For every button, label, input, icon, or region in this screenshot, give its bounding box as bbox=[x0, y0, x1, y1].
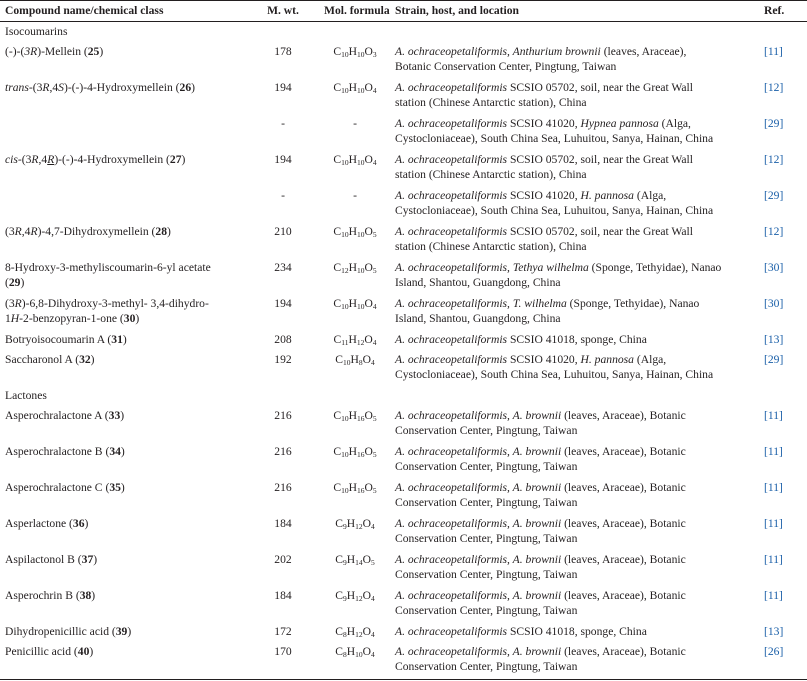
strain-host-location: A. ochraceopetaliformis SCSIO 05702, soil, near the Great Wall station (Chinese Antarctic station), China bbox=[395, 153, 693, 181]
compound-name: cis-(3R,4R)-(-)-4-Hydroxymellein (27) bbox=[5, 153, 186, 166]
molecular-formula: $C_{10}H_{10}O_3$ bbox=[333, 45, 377, 59]
reference-link[interactable]: [30] bbox=[764, 261, 784, 274]
header-reference: Ref. bbox=[764, 4, 785, 17]
compound-name: Asperlactone (36) bbox=[5, 517, 89, 530]
molecular-weight: 170 bbox=[274, 645, 292, 658]
molecular-weight: 172 bbox=[274, 625, 292, 638]
strain-host-location: A. ochraceopetaliformis SCSIO 41018, sponge, China bbox=[395, 333, 647, 346]
compound-name: Asperochralactone C (35) bbox=[5, 481, 125, 494]
compound-name: Asperochrin B (38) bbox=[5, 589, 96, 602]
reference-link[interactable]: [29] bbox=[764, 117, 784, 130]
molecular-formula: $C_8H_{10}O_4$ bbox=[335, 645, 375, 659]
reference-link[interactable]: [13] bbox=[764, 333, 784, 346]
compound-name: Saccharonol A (32) bbox=[5, 353, 95, 366]
molecular-formula: $C_9H_{14}O_5$ bbox=[335, 553, 375, 567]
reference-link[interactable]: [11] bbox=[764, 45, 783, 58]
strain-host-location: A. ochraceopetaliformis, T. wilhelma (Sponge, Tethyidae), Nanao Island, Shantou, Guangdong, China bbox=[395, 297, 700, 325]
reference-link[interactable]: [11] bbox=[764, 517, 783, 530]
compound-name: Botryoisocoumarin A (31) bbox=[5, 333, 127, 346]
molecular-formula: $C_9H_{12}O_4$ bbox=[335, 517, 375, 531]
strain-host-location: A. ochraceopetaliformis, Tethya wilhelma (Sponge, Tethyidae), Nanao Island, Shantou, Guangdong, China bbox=[395, 261, 722, 289]
strain-host-location: A. ochraceopetaliformis SCSIO 41018, sponge, China bbox=[395, 625, 647, 638]
compound-name: (3R)-6,8-Dihydroxy-3-methyl- 3,4-dihydro- 1H-2-benzopyran-1-one (30) bbox=[5, 297, 209, 325]
compound-name: (-)-(3R)-Mellein (25) bbox=[5, 45, 104, 58]
molecular-formula: $C_{11}H_{12}O_4$ bbox=[333, 333, 377, 347]
strain-host-location: A. ochraceopetaliformis SCSIO 41020, H. pannosa (Alga, Cystocloniaceae), South China Sea, Luhuitou, Sanya, Hainan, China bbox=[395, 189, 714, 217]
table-header bbox=[0, 0, 807, 22]
molecular-weight: 234 bbox=[274, 261, 292, 274]
molecular-weight: 216 bbox=[274, 409, 292, 422]
reference-link[interactable]: [12] bbox=[764, 81, 784, 94]
molecular-formula: $C_{10}H_{16}O_5$ bbox=[333, 445, 377, 459]
molecular-formula: $C_9H_{12}O_4$ bbox=[335, 589, 375, 603]
reference-link[interactable]: [11] bbox=[764, 409, 783, 422]
strain-host-location: A. ochraceopetaliformis, A. brownii (leaves, Araceae), Botanic Conservation Center, Pingtung, Taiwan bbox=[395, 409, 686, 437]
compound-name: Asperochralactone B (34) bbox=[5, 445, 125, 458]
molecular-weight: - bbox=[281, 189, 285, 202]
molecular-formula: $C_{10}H_{10}O_4$ bbox=[333, 81, 377, 95]
molecular-formula: $C_{10}H_{10}O_5$ bbox=[333, 225, 377, 239]
reference-link[interactable]: [29] bbox=[764, 353, 784, 366]
molecular-weight: 194 bbox=[274, 81, 292, 94]
molecular-weight: 194 bbox=[274, 153, 292, 166]
strain-host-location: A. ochraceopetaliformis, A. brownii (leaves, Araceae), Botanic Conservation Center, Pingtung, Taiwan bbox=[395, 445, 686, 473]
strain-host-location: A. ochraceopetaliformis, A. brownii (leaves, Araceae), Botanic Conservation Center, Pingtung, Taiwan bbox=[395, 645, 686, 673]
header-molecular-formula: Mol. formula bbox=[324, 4, 390, 17]
section-title: Lactones bbox=[5, 389, 47, 402]
molecular-weight: - bbox=[281, 117, 285, 130]
header-compound-name: Compound name/chemical class bbox=[5, 4, 164, 17]
reference-link[interactable]: [12] bbox=[764, 153, 784, 166]
reference-link[interactable]: [11] bbox=[764, 481, 783, 494]
molecular-weight: 208 bbox=[274, 333, 292, 346]
molecular-weight: 202 bbox=[274, 553, 292, 566]
molecular-formula: $C_{10}H_{16}O_5$ bbox=[333, 481, 377, 495]
compound-name: Asperochralactone A (33) bbox=[5, 409, 125, 422]
header-strain-host-location: Strain, host, and location bbox=[395, 4, 520, 17]
compound-name: trans-(3R,4S)-(-)-4-Hydroxymellein (26) bbox=[5, 81, 196, 94]
molecular-weight: 192 bbox=[274, 353, 292, 366]
strain-host-location: A. ochraceopetaliformis, A. brownii (leaves, Araceae), Botanic Conservation Center, Pingtung, Taiwan bbox=[395, 553, 686, 581]
molecular-formula: $C_{10}H_{10}O_4$ bbox=[333, 153, 377, 167]
molecular-weight: 194 bbox=[274, 297, 292, 310]
strain-host-location: A. ochraceopetaliformis SCSIO 41020, H. pannosa (Alga, Cystocloniaceae), South China Sea, Luhuitou, Sanya, Hainan, China bbox=[395, 353, 714, 381]
molecular-weight: 184 bbox=[274, 589, 292, 602]
reference-link[interactable]: [11] bbox=[764, 553, 783, 566]
compound-name: Penicillic acid (40) bbox=[5, 645, 94, 658]
reference-link[interactable]: [30] bbox=[764, 297, 784, 310]
compound-name: (3R,4R)-4,7-Dihydroxymellein (28) bbox=[5, 225, 171, 238]
molecular-formula: - bbox=[353, 117, 357, 130]
strain-host-location: A. ochraceopetaliformis, A. brownii (leaves, Araceae), Botanic Conservation Center, Pingtung, Taiwan bbox=[395, 517, 686, 545]
molecular-formula: $C_8H_{12}O_4$ bbox=[335, 625, 375, 639]
strain-host-location: A. ochraceopetaliformis SCSIO 05702, soil, near the Great Wall station (Chinese Antarctic station), China bbox=[395, 225, 693, 253]
section-title: Isocoumarins bbox=[5, 25, 68, 38]
molecular-formula: $C_{10}H_{10}O_4$ bbox=[333, 297, 377, 311]
molecular-formula: $C_{10}H_{16}O_5$ bbox=[333, 409, 377, 423]
reference-link[interactable]: [26] bbox=[764, 645, 784, 658]
table-bottom-rule bbox=[0, 679, 807, 680]
molecular-weight: 216 bbox=[274, 481, 292, 494]
compound-name: 8-Hydroxy-3-methyliscoumarin-6-yl acetate (29) bbox=[5, 261, 211, 289]
reference-link[interactable]: [13] bbox=[764, 625, 784, 638]
reference-link[interactable]: [11] bbox=[764, 445, 783, 458]
strain-host-location: A. ochraceopetaliformis, A. brownii (leaves, Araceae), Botanic Conservation Center, Pingtung, Taiwan bbox=[395, 589, 686, 617]
compound-name: Dihydropenicillic acid (39) bbox=[5, 625, 132, 638]
molecular-weight: 178 bbox=[274, 45, 292, 58]
compound-name: Aspilactonol B (37) bbox=[5, 553, 98, 566]
strain-host-location: A. ochraceopetaliformis SCSIO 05702, soil, near the Great Wall station (Chinese Antarctic station), China bbox=[395, 81, 693, 109]
molecular-weight: 184 bbox=[274, 517, 292, 530]
molecular-formula: $C_{10}H_8O_4$ bbox=[335, 353, 375, 367]
strain-host-location: A. ochraceopetaliformis, Anthurium brownii (leaves, Araceae), Botanic Conservation Center, Pingtung, Taiwan bbox=[395, 45, 687, 73]
molecular-weight: 210 bbox=[274, 225, 292, 238]
molecular-formula: - bbox=[353, 189, 357, 202]
strain-host-location: A. ochraceopetaliformis SCSIO 41020, Hypnea pannosa (Alga, Cystocloniaceae), South China Sea, Luhuitou, Sanya, Hainan, China bbox=[395, 117, 714, 145]
strain-host-location: A. ochraceopetaliformis, A. brownii (leaves, Araceae), Botanic Conservation Center, Pingtung, Taiwan bbox=[395, 481, 686, 509]
reference-link[interactable]: [29] bbox=[764, 189, 784, 202]
reference-link[interactable]: [11] bbox=[764, 589, 783, 602]
reference-link[interactable]: [12] bbox=[764, 225, 784, 238]
molecular-weight: 216 bbox=[274, 445, 292, 458]
molecular-formula: $C_{12}H_{10}O_5$ bbox=[333, 261, 377, 275]
header-molecular-weight: M. wt. bbox=[267, 4, 299, 17]
